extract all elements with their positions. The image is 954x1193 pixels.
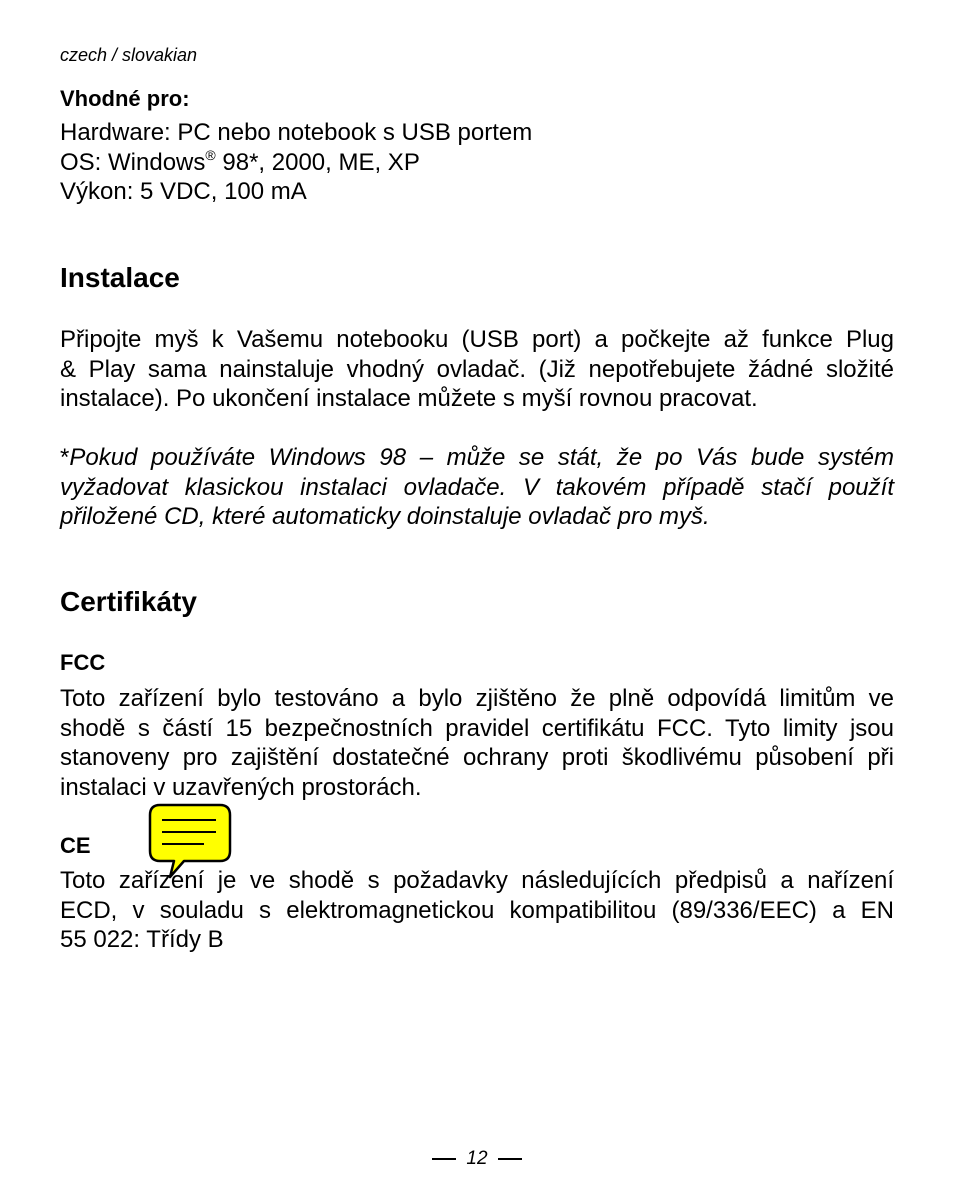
installation-paragraph (60, 325, 894, 414)
ce-paragraph (60, 866, 894, 955)
power-line: Výkon: 5 VDC, 100 mA (60, 178, 307, 205)
paragraph-line: & Play sama nainstaluje vhodný ovladač. (Již nepotřebujete žádné složité (60, 355, 894, 383)
page-number: 12 (466, 1148, 488, 1169)
fcc-heading: FCC (60, 650, 106, 675)
paragraph-line: Toto zařízení je ve shodě s požadavky následujících předpisů a nařízení (60, 867, 894, 894)
page-footer (0, 1148, 954, 1170)
language-label: czech / slovakian (60, 45, 198, 65)
hardware-line: Hardware: PC nebo notebook s USB portem (60, 119, 533, 146)
paragraph-line: instalaci v uzavřených prostorách. (60, 773, 422, 801)
paragraph-line: instalace). Po ukončení instalace můžete s myší rovnou pracovat. (60, 385, 758, 412)
requirements-heading: Vhodné pro: (60, 86, 190, 111)
paragraph-line: ECD, v souladu s elektromagnetickou kompatibilitou (89/336/EEC) a EN (60, 896, 894, 924)
certificates-heading: Certifikáty (60, 586, 197, 617)
footer-dash-left (432, 1158, 456, 1160)
note-comment-icon[interactable] (148, 803, 232, 879)
paragraph-line: 55 022: Třídy B (60, 926, 224, 953)
requirements-list (60, 118, 532, 207)
document-page (60, 0, 894, 1193)
windows98-note (60, 443, 894, 532)
footer-dash-right (498, 1158, 522, 1160)
note-line: vyžadovat klasickou instalaci ovladače. V takovém případě stačí použít (60, 473, 894, 501)
installation-heading: Instalace (60, 262, 180, 293)
paragraph-line: stanoveny pro zajištění dostatečné ochrany proti škodlivému působení při (60, 744, 894, 771)
paragraph-line: Toto zařízení bylo testováno a bylo zjištěno že plně odpovídá limitům ve (60, 685, 894, 712)
ce-heading: CE (60, 833, 91, 858)
note-line: přiložené CD, které automaticky doinstaluje ovladač pro myš. (60, 503, 710, 530)
fcc-paragraph (60, 684, 894, 802)
paragraph-line: shodě s částí 15 bezpečnostních pravidel certifikátu FCC. Tyto limity jsou (60, 714, 894, 742)
os-line: OS: Windows® 98*, 2000, ME, XP (60, 146, 420, 176)
note-line: *Pokud používáte Windows 98 – může se stát, že po Vás bude systém (60, 444, 894, 471)
registered-mark: ® (205, 146, 216, 163)
paragraph-line: Připojte myš k Vašemu notebooku (USB port) a počkejte až funkce Plug (60, 326, 894, 353)
